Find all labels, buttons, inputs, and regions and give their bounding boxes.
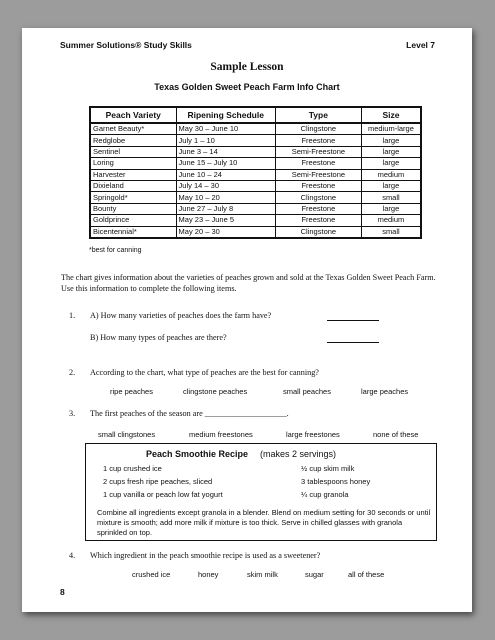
header-level: Level 7 — [406, 40, 435, 50]
worksheet-page — [22, 28, 472, 612]
page-title: Sample Lesson — [210, 61, 284, 73]
cell-size: small — [361, 226, 421, 238]
cell-variety: Sentinel — [90, 146, 176, 157]
question-3-text: The first peaches of the season are ____________________. — [90, 409, 289, 418]
column-header-ripening: Ripening Schedule — [176, 107, 275, 123]
cell-variety: Goldprince — [90, 215, 176, 226]
cell-ripening: May 20 – 30 — [176, 226, 275, 238]
cell-size: small — [361, 192, 421, 203]
table-row — [90, 203, 421, 214]
q4-option[interactable]: all of these — [348, 570, 385, 579]
table-row — [90, 169, 421, 180]
table-row — [90, 180, 421, 191]
table-row — [90, 192, 421, 203]
q4-option[interactable]: honey — [198, 570, 219, 579]
cell-ripening: May 30 – June 10 — [176, 123, 275, 135]
chart-title: Texas Golden Sweet Peach Farm Info Chart — [154, 82, 340, 92]
table-row — [90, 123, 421, 135]
cell-type: Clingstone — [275, 192, 361, 203]
question-4-number: 4. — [69, 551, 76, 560]
q3-option[interactable]: medium freestones — [189, 430, 253, 439]
table-row — [90, 135, 421, 146]
answer-blank-1a[interactable] — [327, 320, 379, 321]
cell-variety: Redglobe — [90, 135, 176, 146]
cell-variety: Bounty — [90, 203, 176, 214]
cell-type: Semi-Freestone — [275, 169, 361, 180]
cell-size: medium — [361, 215, 421, 226]
cell-variety: Harvester — [90, 169, 176, 180]
table-row — [90, 158, 421, 169]
cell-variety: Garnet Beauty* — [90, 123, 176, 135]
table-header-row — [90, 107, 421, 123]
q2-option[interactable]: large peaches — [361, 387, 409, 396]
question-3-number: 3. — [69, 409, 76, 418]
header-book-title: Summer Solutions® Study Skills — [60, 40, 192, 50]
cell-type: Clingstone — [275, 226, 361, 238]
column-header-type: Type — [275, 107, 361, 123]
recipe-title: Peach Smoothie Recipe — [146, 449, 249, 459]
cell-ripening: May 10 – 20 — [176, 192, 275, 203]
cell-ripening: June 10 – 24 — [176, 169, 275, 180]
cell-size: medium-large — [361, 123, 421, 135]
question-4-text: Which ingredient in the peach smoothie recipe is used as a sweetener? — [90, 551, 321, 560]
q4-option[interactable]: sugar — [305, 570, 324, 579]
cell-variety: Bicentennial* — [90, 226, 176, 238]
ingredient-item: 3 tablespoons honey — [301, 477, 371, 486]
cell-variety: Dixieland — [90, 180, 176, 191]
ingredient-item: 1 cup crushed ice — [103, 464, 162, 473]
table-row — [90, 146, 421, 157]
cell-type: Freestone — [275, 203, 361, 214]
page-number: 8 — [60, 587, 65, 597]
recipe-instructions: Combine all ingredients except granola in a blender. Blend on medium setting for 30 seconds or until mixture is smooth; add more milk if mixture is too thick. Serve in chilled glasses with granola sprinkled on top. — [97, 508, 431, 537]
cell-type: Clingstone — [275, 123, 361, 135]
cell-variety: Springold* — [90, 192, 176, 203]
cell-type: Freestone — [275, 158, 361, 169]
table-row — [90, 226, 421, 238]
q4-option[interactable]: crushed ice — [132, 570, 171, 579]
cell-ripening: May 23 – June 5 — [176, 215, 275, 226]
cell-ripening: June 3 – 14 — [176, 146, 275, 157]
q3-option[interactable]: small clingstones — [98, 430, 156, 439]
column-header-size: Size — [361, 107, 421, 123]
q4-option[interactable]: skim milk — [247, 570, 278, 579]
cell-ripening: June 15 – July 10 — [176, 158, 275, 169]
cell-type: Freestone — [275, 135, 361, 146]
cell-size: large — [361, 158, 421, 169]
table-footnote: *best for canning — [89, 247, 142, 254]
ingredient-item: ¼ cup granola — [301, 490, 349, 499]
table-row — [90, 215, 421, 226]
q2-option[interactable]: clingstone peaches — [183, 387, 248, 396]
cell-size: large — [361, 146, 421, 157]
question-2-number: 2. — [69, 368, 76, 377]
cell-size: large — [361, 203, 421, 214]
cell-variety: Loring — [90, 158, 176, 169]
cell-ripening: June 27 – July 8 — [176, 203, 275, 214]
ingredient-item: 1 cup vanilla or peach low fat yogurt — [103, 490, 223, 499]
cell-ripening: July 14 – 30 — [176, 180, 275, 191]
recipe-servings: (makes 2 servings) — [260, 449, 337, 459]
recipe-box — [85, 443, 437, 541]
q2-option[interactable]: small peaches — [283, 387, 331, 396]
instructions-paragraph: The chart gives information about the varieties of peaches grown and sold at the Texas Golden Sweet Peach Farm. Use this information to complete the following items. — [61, 273, 436, 293]
ingredient-item: ½ cup skim milk — [301, 464, 355, 473]
q3-option[interactable]: none of these — [373, 430, 419, 439]
q3-option[interactable]: large freestones — [286, 430, 340, 439]
cell-size: large — [361, 135, 421, 146]
question-1b-text: B) How many types of peaches are there? — [90, 333, 227, 342]
peach-info-table — [89, 106, 422, 239]
cell-type: Freestone — [275, 215, 361, 226]
question-1-number: 1. — [69, 311, 76, 320]
answer-blank-1b[interactable] — [327, 342, 379, 343]
cell-size: medium — [361, 169, 421, 180]
question-1a-text: A) How many varieties of peaches does the farm have? — [90, 311, 272, 320]
cell-type: Semi-Freestone — [275, 146, 361, 157]
q2-option[interactable]: ripe peaches — [110, 387, 153, 396]
cell-size: large — [361, 180, 421, 191]
ingredient-item: 2 cups fresh ripe peaches, sliced — [103, 477, 213, 486]
cell-ripening: July 1 – 10 — [176, 135, 275, 146]
column-header-variety: Peach Variety — [90, 107, 176, 123]
question-2-text: According to the chart, what type of peaches are the best for canning? — [90, 368, 319, 377]
cell-type: Freestone — [275, 180, 361, 191]
